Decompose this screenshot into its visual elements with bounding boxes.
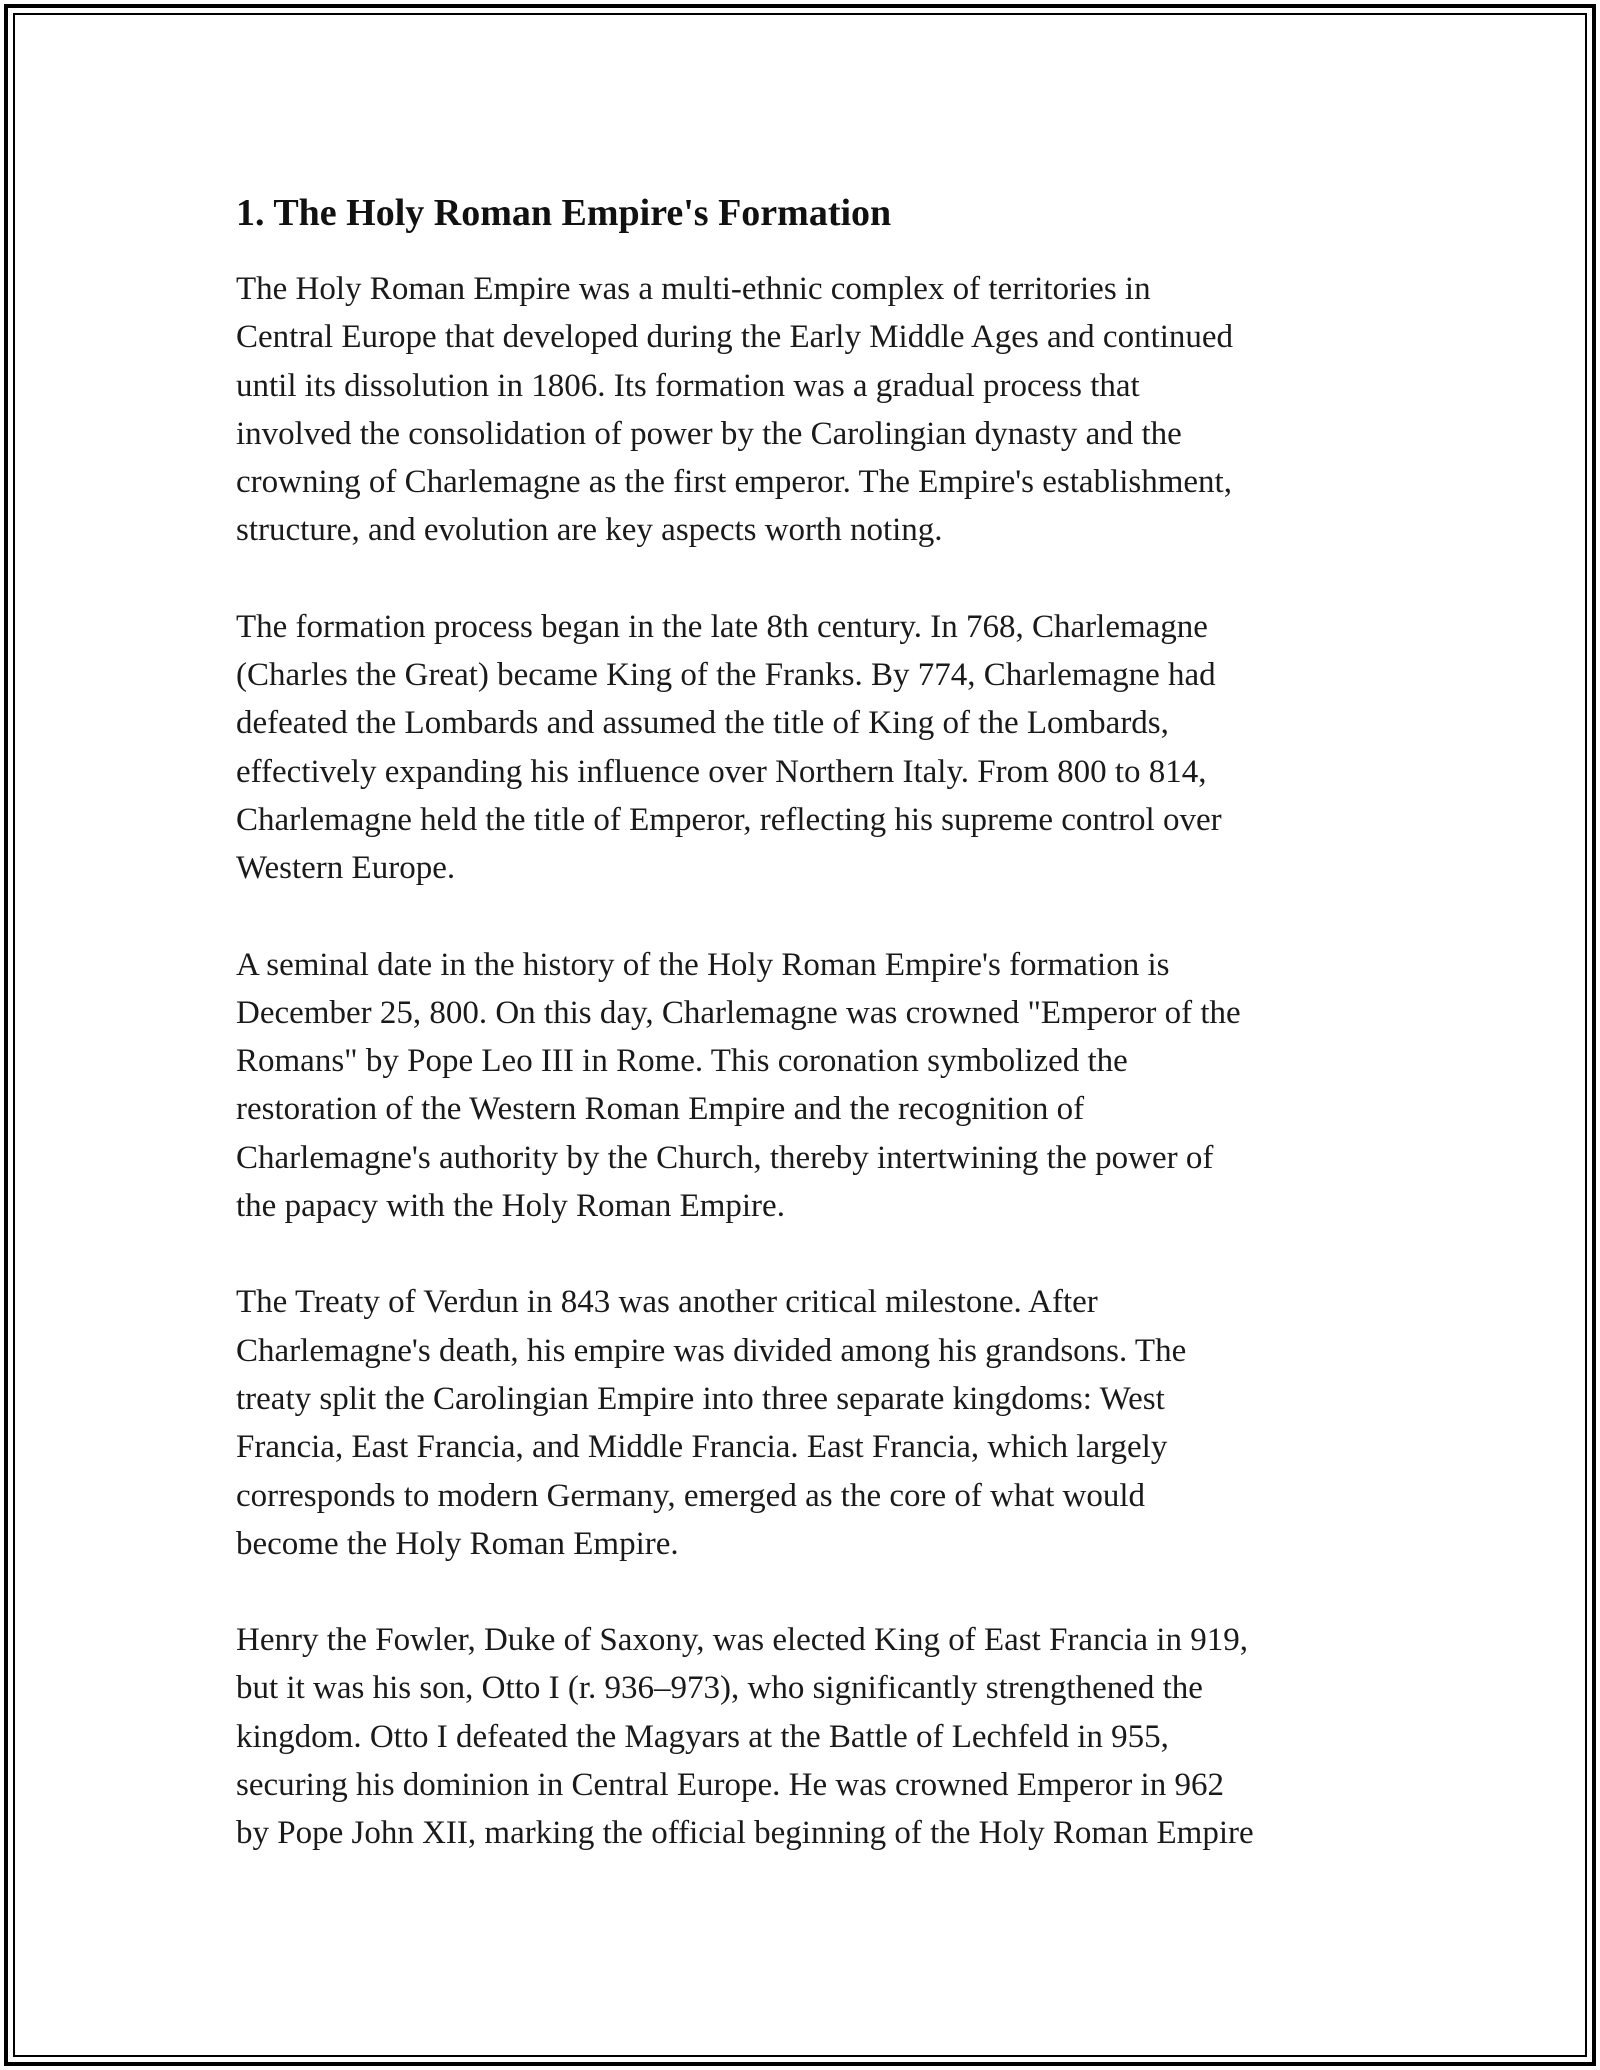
text-line: the papacy with the Holy Roman Empire.: [236, 1188, 785, 1225]
text-line: kingdom. Otto I defeated the Magyars at the Battle of Lechfeld in 955,: [236, 1718, 1169, 1755]
text-line: restoration of the Western Roman Empire and the recognition of: [236, 1091, 1085, 1128]
paragraph-introduction: [236, 265, 1376, 555]
text-line: The Holy Roman Empire was a multi-ethnic complex of territories in: [236, 271, 1151, 307]
text-line: involved the consolidation of power by the Carolingian dynasty and the: [236, 415, 1182, 452]
text-line: Western Europe.: [236, 850, 456, 887]
text-line: The formation process began in the late 8th century. In 768, Charlemagne: [236, 608, 1208, 645]
text-line: treaty split the Carolingian Empire into three separate kingdoms: West: [236, 1380, 1165, 1417]
paragraph-charlemagne-rise: [236, 603, 1376, 893]
text-line: Central Europe that developed during the Early Middle Ages and continued: [236, 319, 1234, 356]
text-line: The Treaty of Verdun in 843 was another critical milestone. After: [236, 1284, 1098, 1321]
paragraph-coronation: [236, 941, 1376, 1231]
text-line: effectively expanding his influence over Northern Italy. From 800 to 814,: [236, 753, 1207, 790]
text-line: (Charles the Great) became King of the Franks. By 774, Charlemagne had: [236, 657, 1216, 694]
text-line: become the Holy Roman Empire.: [236, 1525, 679, 1562]
paragraph-otto-the-great: [236, 1616, 1376, 1857]
text-line: December 25, 800. On this day, Charlemagne was crowned "Emperor of the: [236, 994, 1241, 1031]
paragraph-treaty-of-verdun: [236, 1278, 1376, 1568]
section-heading: 1. The Holy Roman Empire's Formation: [236, 192, 892, 234]
text-line: A seminal date in the history of the Holy Roman Empire's formation is: [236, 946, 1170, 983]
text-line: Francia, East Francia, and Middle Francia. East Francia, which largely: [236, 1429, 1168, 1466]
text-line: Charlemagne held the title of Emperor, reflecting his supreme control over: [236, 801, 1222, 838]
document-body: [236, 187, 1376, 1906]
text-line: but it was his son, Otto I (r. 936–973), who significantly strengthened the: [236, 1670, 1203, 1707]
text-line: Henry the Fowler, Duke of Saxony, was elected King of East Francia in 919,: [236, 1622, 1248, 1659]
text-line: securing his dominion in Central Europe. He was crowned Emperor in 962: [236, 1767, 1224, 1804]
text-line: corresponds to modern Germany, emerged as the core of what would: [236, 1477, 1146, 1514]
text-line: defeated the Lombards and assumed the title of King of the Lombards,: [236, 705, 1169, 742]
text-line: structure, and evolution are key aspects worth noting.: [236, 512, 943, 549]
text-line: Charlemagne's death, his empire was divided among his grandsons. The: [236, 1332, 1187, 1369]
text-line: Romans" by Pope Leo III in Rome. This coronation symbolized the: [236, 1043, 1128, 1080]
text-line: until its dissolution in 1806. Its formation was a gradual process that: [236, 367, 1140, 404]
text-line: crowning of Charlemagne as the first emperor. The Empire's establishment,: [236, 464, 1232, 501]
text-line: Charlemagne's authority by the Church, thereby intertwining the power of: [236, 1139, 1214, 1176]
text-line: by Pope John XII, marking the official beginning of the Holy Roman Empire: [236, 1815, 1254, 1852]
